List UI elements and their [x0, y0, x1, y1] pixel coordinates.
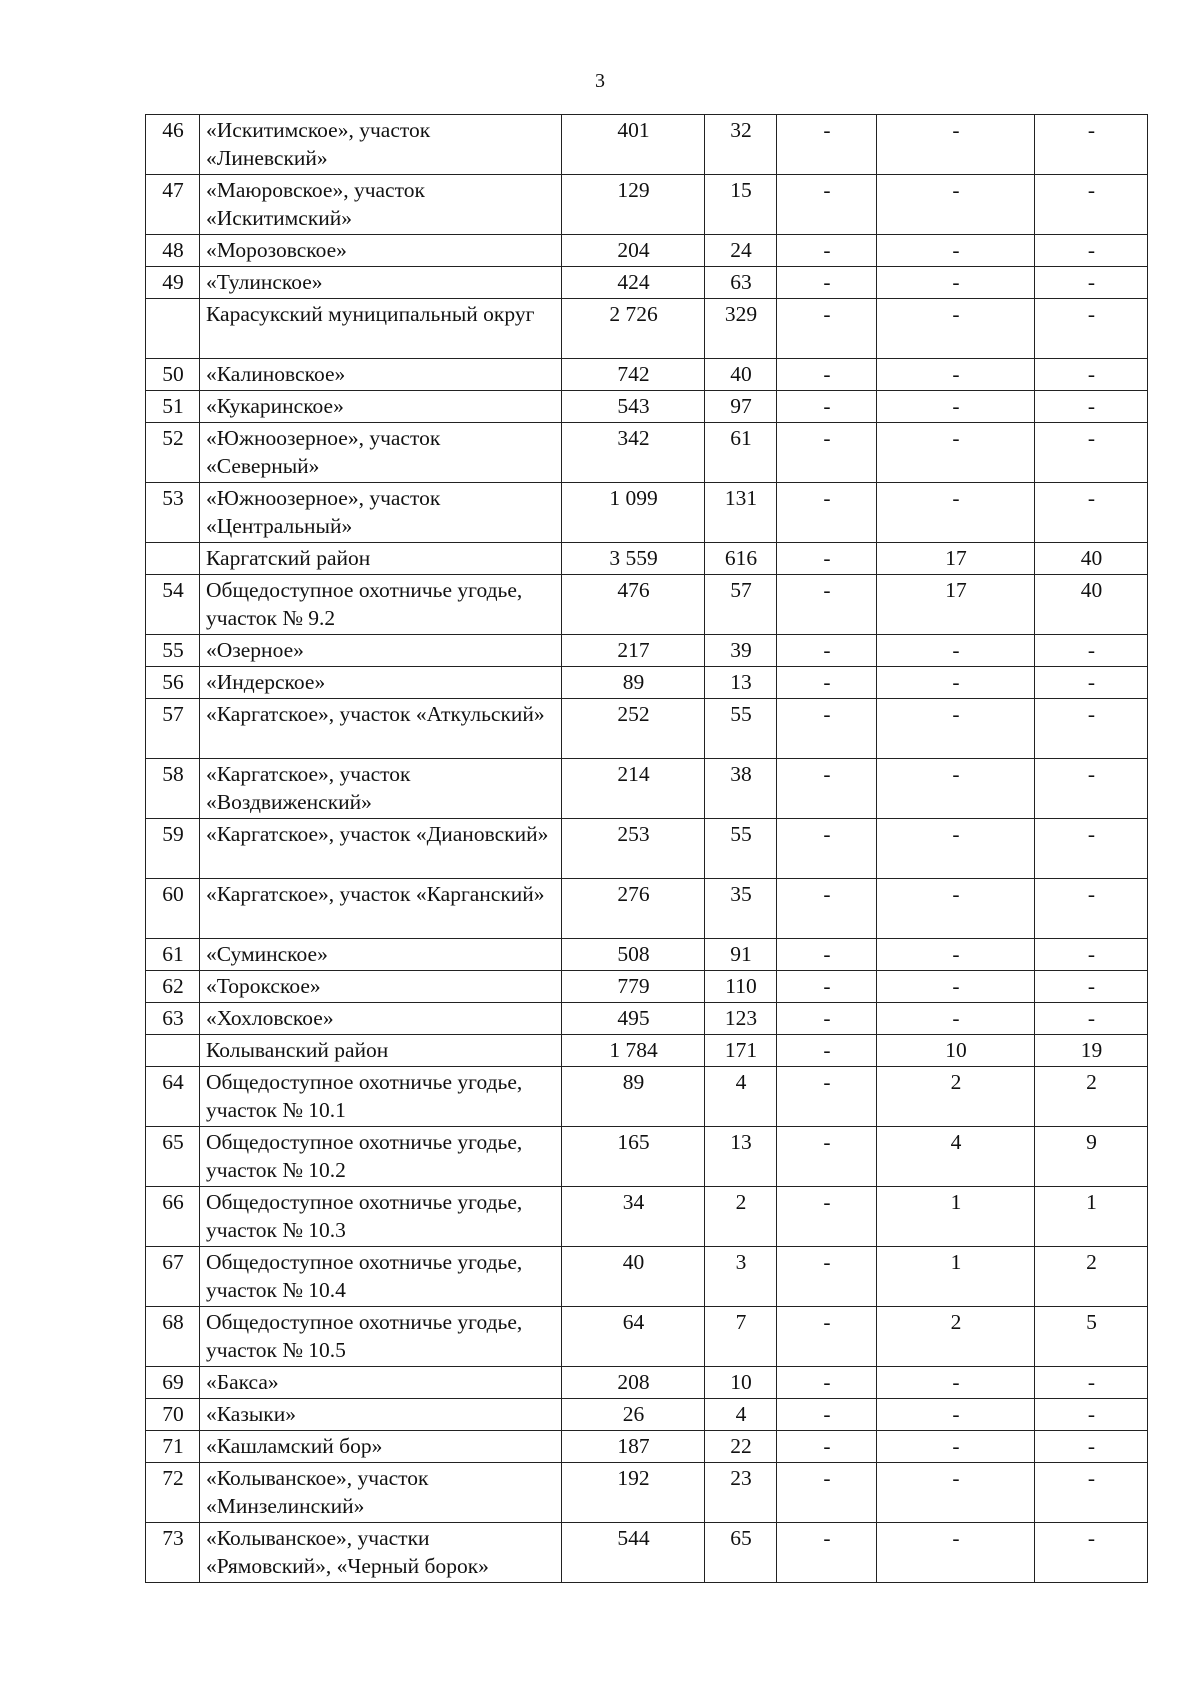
value-col-2: 110 [705, 971, 777, 1003]
value-col-1: 401 [562, 115, 705, 175]
value-col-3: - [777, 1523, 877, 1583]
value-col-2: 13 [705, 1127, 777, 1187]
value-col-1: 508 [562, 939, 705, 971]
value-col-5: - [1035, 667, 1148, 699]
table-row [146, 759, 1148, 819]
row-number [146, 299, 200, 359]
hunting-ground-name: «Кашламский бор» [200, 1431, 562, 1463]
value-col-2: 171 [705, 1035, 777, 1067]
row-number [146, 1035, 200, 1067]
row-number: 57 [146, 699, 200, 759]
value-col-4: - [877, 175, 1035, 235]
value-col-4: - [877, 1523, 1035, 1583]
value-col-4: - [877, 939, 1035, 971]
value-col-1: 342 [562, 423, 705, 483]
value-col-2: 4 [705, 1399, 777, 1431]
value-col-4: - [877, 1431, 1035, 1463]
value-col-1: 1 784 [562, 1035, 705, 1067]
value-col-4: - [877, 483, 1035, 543]
value-col-5: - [1035, 759, 1148, 819]
value-col-4: - [877, 267, 1035, 299]
hunting-ground-name: «Хохловское» [200, 1003, 562, 1035]
hunting-ground-name: «Каргатское», участок «Диановский» [200, 819, 562, 879]
hunting-ground-name: Общедоступное охотничье угодье, участок № 10.2 [200, 1127, 562, 1187]
value-col-1: 204 [562, 235, 705, 267]
value-col-3: - [777, 1247, 877, 1307]
value-col-2: 97 [705, 391, 777, 423]
value-col-2: 3 [705, 1247, 777, 1307]
hunting-ground-name: «Торокское» [200, 971, 562, 1003]
value-col-2: 65 [705, 1523, 777, 1583]
value-col-4: - [877, 1399, 1035, 1431]
row-number: 60 [146, 879, 200, 939]
row-number: 66 [146, 1187, 200, 1247]
value-col-4: - [877, 115, 1035, 175]
value-col-2: 4 [705, 1067, 777, 1127]
value-col-4: - [877, 359, 1035, 391]
row-number: 51 [146, 391, 200, 423]
row-number [146, 543, 200, 575]
hunting-ground-name: «Морозовское» [200, 235, 562, 267]
value-col-3: - [777, 1067, 877, 1127]
value-col-3: - [777, 1187, 877, 1247]
value-col-5: 40 [1035, 575, 1148, 635]
value-col-2: 38 [705, 759, 777, 819]
value-col-2: 616 [705, 543, 777, 575]
value-col-4: - [877, 423, 1035, 483]
value-col-1: 187 [562, 1431, 705, 1463]
value-col-3: - [777, 267, 877, 299]
value-col-4: 1 [877, 1187, 1035, 1247]
row-number: 56 [146, 667, 200, 699]
value-col-4: - [877, 879, 1035, 939]
hunting-ground-name: Колыванский район [200, 1035, 562, 1067]
hunting-ground-name: Общедоступное охотничье угодье, участок № 9.2 [200, 575, 562, 635]
row-number: 49 [146, 267, 200, 299]
value-col-5: - [1035, 1463, 1148, 1523]
value-col-4: 4 [877, 1127, 1035, 1187]
value-col-2: 63 [705, 267, 777, 299]
hunting-ground-name: Карасукский муниципальный округ [200, 299, 562, 359]
row-number: 59 [146, 819, 200, 879]
value-col-3: - [777, 939, 877, 971]
value-col-3: - [777, 115, 877, 175]
value-col-5: - [1035, 819, 1148, 879]
value-col-5: 40 [1035, 543, 1148, 575]
table-row [146, 1035, 1148, 1067]
row-number: 68 [146, 1307, 200, 1367]
value-col-5: - [1035, 423, 1148, 483]
row-number: 64 [146, 1067, 200, 1127]
value-col-2: 55 [705, 819, 777, 879]
value-col-5: - [1035, 115, 1148, 175]
hunting-ground-name: «Колыванское», участок «Минзелинский» [200, 1463, 562, 1523]
value-col-5: - [1035, 939, 1148, 971]
value-col-4: - [877, 635, 1035, 667]
value-col-3: - [777, 819, 877, 879]
value-col-5: - [1035, 299, 1148, 359]
table-row [146, 267, 1148, 299]
value-col-1: 543 [562, 391, 705, 423]
value-col-2: 35 [705, 879, 777, 939]
value-col-3: - [777, 575, 877, 635]
table-row [146, 635, 1148, 667]
value-col-1: 192 [562, 1463, 705, 1523]
value-col-3: - [777, 1463, 877, 1523]
value-col-2: 10 [705, 1367, 777, 1399]
value-col-1: 89 [562, 667, 705, 699]
value-col-5: - [1035, 235, 1148, 267]
value-col-1: 476 [562, 575, 705, 635]
value-col-1: 424 [562, 267, 705, 299]
value-col-1: 129 [562, 175, 705, 235]
table-row [146, 299, 1148, 359]
value-col-5: 2 [1035, 1247, 1148, 1307]
table-row [146, 235, 1148, 267]
value-col-3: - [777, 1431, 877, 1463]
value-col-5: - [1035, 1399, 1148, 1431]
row-number: 55 [146, 635, 200, 667]
row-number: 62 [146, 971, 200, 1003]
value-col-1: 34 [562, 1187, 705, 1247]
value-col-3: - [777, 359, 877, 391]
value-col-2: 15 [705, 175, 777, 235]
value-col-2: 61 [705, 423, 777, 483]
value-col-1: 779 [562, 971, 705, 1003]
value-col-1: 253 [562, 819, 705, 879]
table-row [146, 699, 1148, 759]
value-col-3: - [777, 391, 877, 423]
value-col-5: - [1035, 879, 1148, 939]
value-col-5: - [1035, 699, 1148, 759]
row-number: 61 [146, 939, 200, 971]
value-col-3: - [777, 299, 877, 359]
value-col-3: - [777, 1035, 877, 1067]
hunting-ground-name: Общедоступное охотничье угодье, участок № 10.4 [200, 1247, 562, 1307]
value-col-1: 495 [562, 1003, 705, 1035]
value-col-1: 742 [562, 359, 705, 391]
row-number: 50 [146, 359, 200, 391]
hunting-ground-name: «Южноозерное», участок «Центральный» [200, 483, 562, 543]
value-col-2: 24 [705, 235, 777, 267]
value-col-1: 214 [562, 759, 705, 819]
value-col-5: - [1035, 1003, 1148, 1035]
value-col-2: 13 [705, 667, 777, 699]
value-col-1: 208 [562, 1367, 705, 1399]
row-number: 52 [146, 423, 200, 483]
row-number: 73 [146, 1523, 200, 1583]
hunting-ground-name: «Суминское» [200, 939, 562, 971]
row-number: 72 [146, 1463, 200, 1523]
value-col-4: - [877, 299, 1035, 359]
table-row [146, 1127, 1148, 1187]
value-col-3: - [777, 759, 877, 819]
row-number: 47 [146, 175, 200, 235]
table-row [146, 359, 1148, 391]
value-col-5: 1 [1035, 1187, 1148, 1247]
value-col-4: - [877, 1367, 1035, 1399]
table-row [146, 819, 1148, 879]
row-number: 63 [146, 1003, 200, 1035]
value-col-5: 19 [1035, 1035, 1148, 1067]
row-number: 46 [146, 115, 200, 175]
value-col-1: 2 726 [562, 299, 705, 359]
value-col-2: 131 [705, 483, 777, 543]
value-col-3: - [777, 1127, 877, 1187]
data-table [145, 114, 1148, 1583]
value-col-5: - [1035, 175, 1148, 235]
value-col-1: 3 559 [562, 543, 705, 575]
value-col-5: - [1035, 971, 1148, 1003]
table-row [146, 1431, 1148, 1463]
hunting-ground-name: «Тулинское» [200, 267, 562, 299]
table-row [146, 1367, 1148, 1399]
value-col-4: - [877, 819, 1035, 879]
table-row [146, 1003, 1148, 1035]
table-row [146, 391, 1148, 423]
value-col-2: 40 [705, 359, 777, 391]
value-col-3: - [777, 699, 877, 759]
hunting-ground-name: Каргатский район [200, 543, 562, 575]
value-col-3: - [777, 1367, 877, 1399]
table-row [146, 1307, 1148, 1367]
row-number: 70 [146, 1399, 200, 1431]
value-col-5: - [1035, 1367, 1148, 1399]
row-number: 69 [146, 1367, 200, 1399]
value-col-4: - [877, 1463, 1035, 1523]
value-col-2: 57 [705, 575, 777, 635]
table-row [146, 543, 1148, 575]
value-col-2: 329 [705, 299, 777, 359]
value-col-5: 2 [1035, 1067, 1148, 1127]
row-number: 54 [146, 575, 200, 635]
value-col-5: 5 [1035, 1307, 1148, 1367]
table-row [146, 971, 1148, 1003]
hunting-ground-name: Общедоступное охотничье угодье, участок № 10.5 [200, 1307, 562, 1367]
value-col-2: 22 [705, 1431, 777, 1463]
hunting-ground-name: «Маюровское», участок «Искитимский» [200, 175, 562, 235]
table-row [146, 1463, 1148, 1523]
row-number: 53 [146, 483, 200, 543]
hunting-ground-name: «Индерское» [200, 667, 562, 699]
value-col-3: - [777, 423, 877, 483]
table-row [146, 423, 1148, 483]
table-row [146, 667, 1148, 699]
table-row [146, 1523, 1148, 1583]
value-col-3: - [777, 1399, 877, 1431]
table-row [146, 575, 1148, 635]
value-col-2: 39 [705, 635, 777, 667]
hunting-ground-name: «Бакса» [200, 1367, 562, 1399]
value-col-5: 9 [1035, 1127, 1148, 1187]
value-col-3: - [777, 1307, 877, 1367]
page-number: 3 [595, 70, 605, 92]
hunting-ground-name: «Искитимское», участок «Линевский» [200, 115, 562, 175]
table-body [146, 115, 1148, 1583]
value-col-1: 40 [562, 1247, 705, 1307]
value-col-2: 2 [705, 1187, 777, 1247]
hunting-ground-name: «Колыванское», участки «Рямовский», «Черный борок» [200, 1523, 562, 1583]
value-col-2: 7 [705, 1307, 777, 1367]
value-col-5: - [1035, 635, 1148, 667]
hunting-ground-name: Общедоступное охотничье угодье, участок № 10.1 [200, 1067, 562, 1127]
value-col-4: - [877, 391, 1035, 423]
value-col-2: 23 [705, 1463, 777, 1523]
table-row [146, 175, 1148, 235]
value-col-2: 91 [705, 939, 777, 971]
value-col-4: 1 [877, 1247, 1035, 1307]
value-col-1: 89 [562, 1067, 705, 1127]
value-col-4: 10 [877, 1035, 1035, 1067]
value-col-1: 64 [562, 1307, 705, 1367]
value-col-1: 165 [562, 1127, 705, 1187]
hunting-ground-name: «Казыки» [200, 1399, 562, 1431]
value-col-4: - [877, 699, 1035, 759]
value-col-4: - [877, 759, 1035, 819]
value-col-2: 55 [705, 699, 777, 759]
value-col-4: - [877, 971, 1035, 1003]
value-col-2: 123 [705, 1003, 777, 1035]
value-col-3: - [777, 235, 877, 267]
hunting-ground-name: «Озерное» [200, 635, 562, 667]
hunting-ground-name: Общедоступное охотничье угодье, участок № 10.3 [200, 1187, 562, 1247]
row-number: 48 [146, 235, 200, 267]
value-col-3: - [777, 667, 877, 699]
hunting-ground-name: «Каргатское», участок «Аткульский» [200, 699, 562, 759]
table-row [146, 939, 1148, 971]
value-col-3: - [777, 971, 877, 1003]
value-col-5: - [1035, 359, 1148, 391]
value-col-1: 276 [562, 879, 705, 939]
value-col-1: 1 099 [562, 483, 705, 543]
hunting-ground-name: «Южноозерное», участок «Северный» [200, 423, 562, 483]
table-row [146, 879, 1148, 939]
value-col-1: 544 [562, 1523, 705, 1583]
table-row [146, 1067, 1148, 1127]
value-col-4: 17 [877, 543, 1035, 575]
value-col-5: - [1035, 267, 1148, 299]
value-col-4: 17 [877, 575, 1035, 635]
table-row [146, 1399, 1148, 1431]
row-number: 67 [146, 1247, 200, 1307]
value-col-5: - [1035, 391, 1148, 423]
table-row [146, 1247, 1148, 1307]
value-col-4: 2 [877, 1067, 1035, 1127]
hunting-ground-name: «Кукаринское» [200, 391, 562, 423]
value-col-3: - [777, 1003, 877, 1035]
value-col-1: 252 [562, 699, 705, 759]
value-col-1: 217 [562, 635, 705, 667]
row-number: 71 [146, 1431, 200, 1463]
hunting-ground-name: «Калиновское» [200, 359, 562, 391]
value-col-5: - [1035, 1523, 1148, 1583]
row-number: 65 [146, 1127, 200, 1187]
table-row [146, 1187, 1148, 1247]
row-number: 58 [146, 759, 200, 819]
value-col-2: 32 [705, 115, 777, 175]
value-col-4: 2 [877, 1307, 1035, 1367]
table-row [146, 115, 1148, 175]
value-col-3: - [777, 543, 877, 575]
hunting-ground-name: «Каргатское», участок «Воздвиженский» [200, 759, 562, 819]
value-col-1: 26 [562, 1399, 705, 1431]
value-col-5: - [1035, 483, 1148, 543]
value-col-5: - [1035, 1431, 1148, 1463]
value-col-4: - [877, 1003, 1035, 1035]
value-col-3: - [777, 635, 877, 667]
value-col-4: - [877, 667, 1035, 699]
value-col-3: - [777, 483, 877, 543]
value-col-3: - [777, 879, 877, 939]
hunting-ground-name: «Каргатское», участок «Карганский» [200, 879, 562, 939]
value-col-3: - [777, 175, 877, 235]
value-col-4: - [877, 235, 1035, 267]
table-row [146, 483, 1148, 543]
